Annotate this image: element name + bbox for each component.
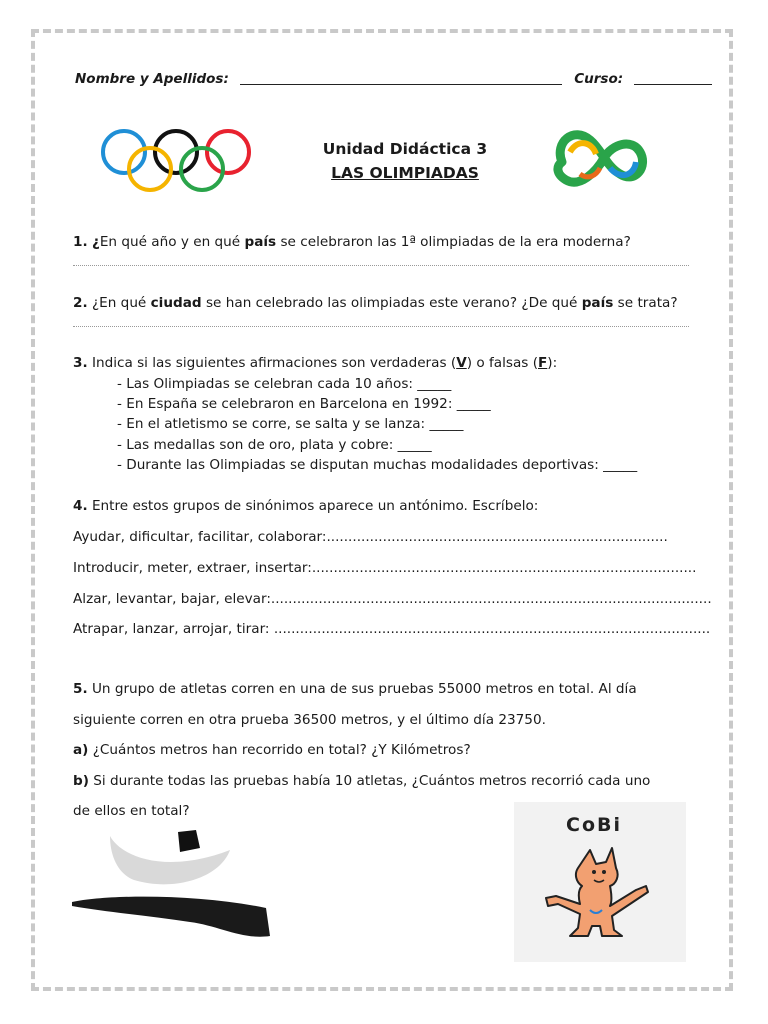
question-3 <box>73 355 557 371</box>
q5-number: 5. <box>73 681 88 697</box>
q4-synonym-group-2[interactable]: Introducir, meter, extraer, insertar:......................................................................................... <box>73 560 697 576</box>
q1-bold-pais: país <box>244 234 277 250</box>
q5-b-label: b) <box>73 773 89 789</box>
q2-bold-pais: país <box>581 295 614 311</box>
question-1 <box>73 234 631 250</box>
q3-statement-1[interactable]: - Las Olimpiadas se celebran cada 10 años: _____ <box>117 376 452 392</box>
name-field[interactable] <box>240 84 562 85</box>
q3-v-mark: V <box>456 355 467 371</box>
name-course-header <box>75 71 695 87</box>
unit-title: Unidad Didáctica 3 <box>322 140 488 158</box>
q1-number: 1. <box>73 234 88 250</box>
cobi-name: CoBi <box>566 814 622 836</box>
q3-statement-4[interactable]: - Las medallas son de oro, plata y cobre: _____ <box>117 437 432 453</box>
q3-number: 3. <box>73 355 88 371</box>
q2-text-c: se trata? <box>613 295 678 311</box>
q2-bold-ciudad: ciudad <box>150 295 202 311</box>
question-5 <box>73 681 637 697</box>
q1-text-a: En qué año y en qué <box>99 234 245 250</box>
q5-line-2: siguiente corren en otra prueba 36500 metros, y el último día 23750. <box>73 712 546 728</box>
q4-synonym-group-1[interactable]: Ayudar, dificultar, facilitar, colaborar:............................................................................... <box>73 529 668 545</box>
q1-open-mark: ¿ <box>91 234 100 250</box>
q5-part-b <box>73 773 650 789</box>
q3-text-c: ): <box>547 355 558 371</box>
q2-text-a: ¿En qué <box>87 295 151 311</box>
q5-b-text: Si durante todas las pruebas había 10 atletas, ¿Cuántos metros recorrió cada uno <box>88 773 651 789</box>
course-field[interactable] <box>634 84 712 85</box>
q5-line-end: de ellos en total? <box>73 803 190 819</box>
q5-line-1: Un grupo de atletas corren en una de sus pruebas 55000 metros en total. Al día <box>87 681 637 697</box>
olympic-rings-icon <box>98 128 256 194</box>
q3-statement-2[interactable]: - En España se celebraron en Barcelona en 1992: _____ <box>117 396 491 412</box>
q2-answer-line[interactable] <box>73 326 689 327</box>
q3-statement-3[interactable]: - En el atletismo se corre, se salta y se lanza: _____ <box>117 416 464 432</box>
q1-text-b: se celebraron las 1ª olimpiadas de la era moderna? <box>276 234 631 250</box>
q5-a-text: ¿Cuántos metros han recorrido en total? ¿Y Kilómetros? <box>88 742 471 758</box>
q5-a-label: a) <box>73 742 89 758</box>
q4-synonym-group-4[interactable]: Atrapar, lanzar, arrojar, tirar: ..................................................................................................... <box>73 621 711 637</box>
q4-number: 4. <box>73 498 88 514</box>
q2-text-b: se han celebrado las olimpiadas este verano? ¿De qué <box>201 295 582 311</box>
q3-text-a: Indica si las siguientes afirmaciones son verdaderas ( <box>87 355 457 371</box>
barcelona-92-logo-icon <box>70 828 280 946</box>
cobi-mascot-icon <box>540 842 660 942</box>
q3-text-b: ) o falsas ( <box>466 355 538 371</box>
unit-subtitle: LAS OLIMPIADAS <box>331 164 479 182</box>
course-label: Curso: <box>574 71 624 87</box>
q2-number: 2. <box>73 295 88 311</box>
q4-text: Entre estos grupos de sinónimos aparece un antónimo. Escríbelo: <box>87 498 539 514</box>
q3-f-mark: F <box>538 355 548 371</box>
q4-synonym-group-3[interactable]: Alzar, levantar, bajar, elevar:...................................................................................................... <box>73 591 712 607</box>
question-2 <box>73 295 678 311</box>
rio-2016-logo-icon <box>550 122 650 196</box>
name-label: Nombre y Apellidos: <box>75 71 229 87</box>
question-4 <box>73 498 538 514</box>
q5-part-a <box>73 742 471 758</box>
q3-statement-5[interactable]: - Durante las Olimpiadas se disputan muchas modalidades deportivas: _____ <box>117 457 638 473</box>
q1-answer-line[interactable] <box>73 265 689 266</box>
